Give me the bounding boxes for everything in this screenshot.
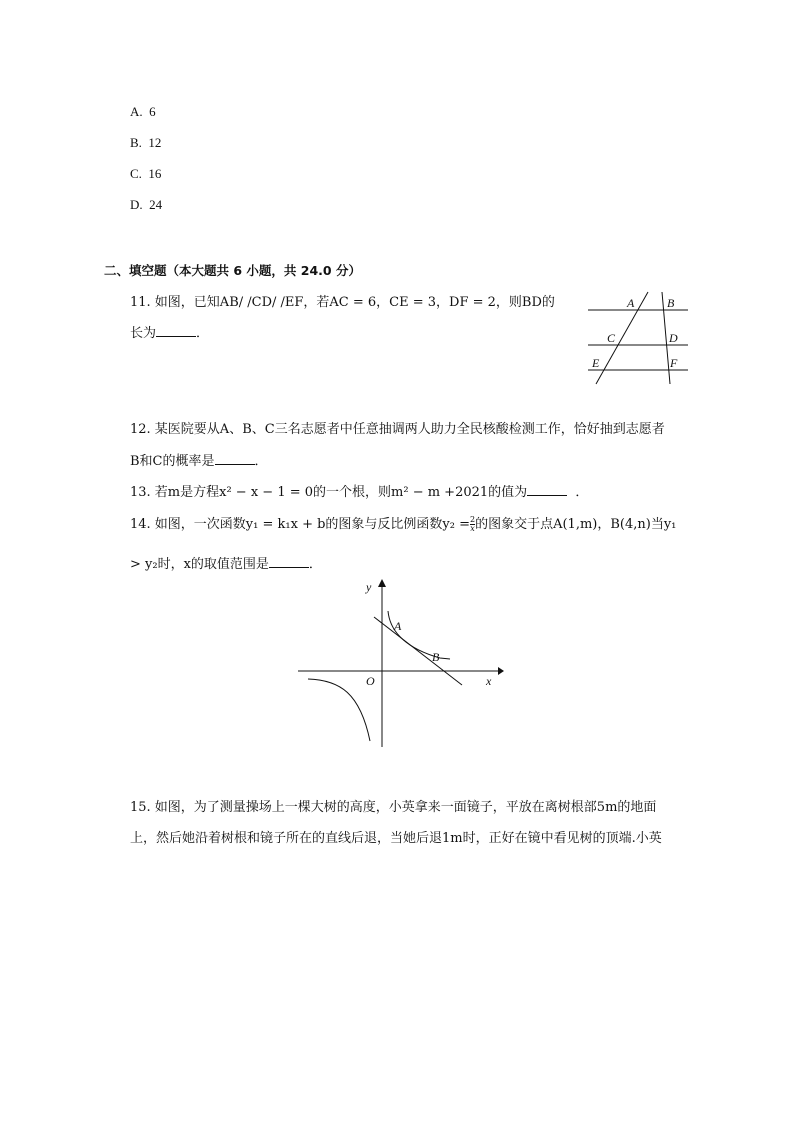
section-title: 二、填空题（本大题共 6 小题，共 24.0 分） — [104, 263, 361, 278]
q12-line1: 12. 某医院要从A、B、C三名志愿者中任意抽调两人助力全民核酸检测工作，恰好抽到志愿者 — [130, 422, 665, 437]
label-x: x — [486, 674, 492, 688]
option-d: D. 24 — [130, 197, 163, 212]
label-a: A — [394, 619, 402, 633]
label-a: A — [627, 296, 635, 310]
answer-blank — [156, 324, 196, 337]
label-f: F — [670, 356, 678, 370]
q15-line1: 15. 如图，为了测量操场上一棵大树的高度，小英拿来一面镜子，平放在离树根部5m的地面 — [130, 800, 657, 815]
q13-line: 13. 若m是方程x² − x − 1 = 0的一个根，则m² − m +2021的值为 ． — [130, 485, 589, 500]
label-e: E — [592, 356, 600, 370]
q11-line2: 长为 ． — [130, 326, 210, 341]
option-b: B. 12 — [130, 135, 162, 150]
hyperbola-branch-q3 — [308, 679, 370, 741]
q11-figure — [584, 288, 694, 388]
fraction: $\frac{2}{x}$ — [470, 515, 476, 533]
y-axis-arrow — [378, 579, 386, 587]
q14-line1: 14. 如图，一次函数y₁ = k₁x + b的图象与反比例函数y₂ = $\frac{2}{x}$ 的图象交于点A(1,m)，B(4,n)当y₁ — [130, 515, 677, 533]
label-d: D — [669, 331, 678, 345]
q14-figure — [290, 575, 510, 755]
option-a: A. 6 — [130, 104, 156, 119]
label-b: B — [432, 650, 440, 664]
label-b: B — [667, 296, 675, 310]
x-axis-arrow — [498, 667, 504, 675]
label-c: C — [607, 331, 616, 345]
q15-line2: 上，然后她沿着树根和镜子所在的直线后退，当她后退1m时，正好在镜中看见树的顶端.小英 — [130, 831, 662, 846]
answer-blank — [269, 555, 309, 568]
q14-line2: > y₂时，x的取值范围是 ． — [130, 557, 322, 572]
answer-blank — [215, 452, 255, 465]
q11-line1: 11. 如图，已知AB/ /CD/ /EF，若AC = 6，CE = 3，DF = 2，则BD的 — [130, 295, 555, 310]
q12-line2: B和C的概率是 ． — [130, 454, 268, 469]
linear-function-line — [374, 617, 462, 685]
label-y: y — [366, 580, 372, 594]
answer-blank — [527, 483, 567, 496]
option-c: C. 16 — [130, 166, 162, 181]
label-o: O — [366, 674, 375, 688]
